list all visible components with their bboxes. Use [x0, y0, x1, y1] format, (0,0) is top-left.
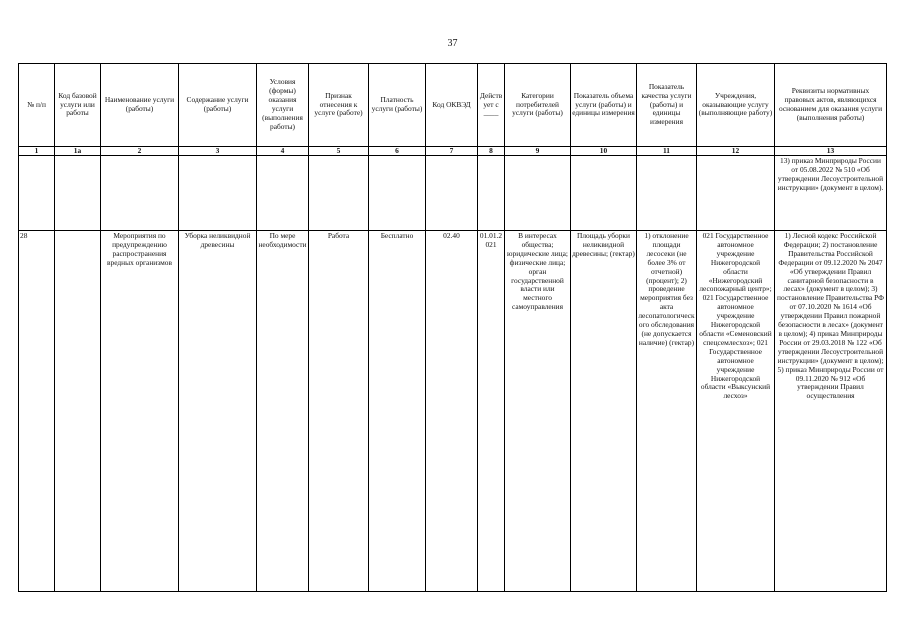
column-number: 1 [19, 147, 55, 156]
column-number: 10 [571, 147, 637, 156]
row-code-cell [55, 231, 101, 592]
header-code: Код базовой услуги или работы [55, 64, 101, 147]
row-paid-cell: Бесплатно [369, 231, 426, 592]
header-row [19, 64, 887, 147]
header-conditions: Условия (формы) оказания услуги (выполнения работы) [257, 64, 309, 147]
header-okved: Код ОКВЭД [426, 64, 478, 147]
column-number: 12 [697, 147, 775, 156]
header-paid: Платность услуги (работы) [369, 64, 426, 147]
column-number: 4 [257, 147, 309, 156]
header-valid-from: Действует с ____ [478, 64, 505, 147]
header-sign: Признак отнесения к услуге (работе) [309, 64, 369, 147]
header-acts: Реквизиты нормативных правовых актов, являющихся основанием для оказания услуги (выполнения работы) [775, 64, 887, 147]
header-institutions: Учреждения, оказывающие услугу (выполняющие работу) [697, 64, 775, 147]
column-number: 2 [101, 147, 179, 156]
row-content-cell: Уборка неликвидной древесины [179, 231, 257, 592]
header-name: Наименование услуги (работы) [101, 64, 179, 147]
continuation-acts-cell: 13) приказ Минприроды России от 05.08.2022 № 510 «Об утверждении Лесоустроительной инструкции» (документ в целом). [775, 156, 887, 231]
row-valid-from-cell: 01.01.2021 [478, 231, 505, 592]
row-acts-cell: 1) Лесной кодекс Российской Федерации; 2) постановление Правительства Российской Федерации от 09.12.2020 № 2047 «Об утверждении Правил санитарной безопасности в лесах» (документ в целом); 3) постановление Правительства РФ от 07.10.2020 № 1614 «Об утверждении Правил пожарной безопасности в лесах» (документ в целом); 4) приказ Минприроды России от 29.03.2018 № 122 «Об утверждении Лесоустроительной инструкции» (документ в целом); 5) приказ Минприроды России от 09.11.2020 № 912 «Об утверждении Правил осуществления [775, 231, 887, 592]
row-conditions-cell: По мере необходимости [257, 231, 309, 592]
column-number: 1а [55, 147, 101, 156]
row-institutions-cell: 021 Государственное автономное учреждение Нижегородской области «Нижегородский лесопожарный центр»; 021 Государственное автономное учреждение Нижегородской области «Семеновский спецсемлесхоз»; 021 Государственное автономное учреждение Нижегородской области «Выксунский лесхоз» [697, 231, 775, 592]
row-volume-cell: Площадь уборки неликвидной древесины; (гектар) [571, 231, 637, 592]
column-number: 9 [505, 147, 571, 156]
row-number-cell: 28 [19, 231, 55, 592]
row-name-cell: Мероприятия по предупреждению распространения вредных организмов [101, 231, 179, 592]
column-number: 3 [179, 147, 257, 156]
header-consumers: Категории потребителей услуги (работы) [505, 64, 571, 147]
page-number: 37 [447, 38, 458, 49]
header-quality: Показатель качества услуги (работы) и единицы измерения [637, 64, 697, 147]
header-content: Содержание услуги (работы) [179, 64, 257, 147]
column-number-row [19, 147, 887, 156]
column-number: 6 [369, 147, 426, 156]
row-consumers-cell: В интересах общества; юридические лица; физические лица; орган государственной власти или местного самоуправления [505, 231, 571, 592]
continuation-row [19, 156, 887, 231]
table-row [19, 231, 887, 592]
column-number: 11 [637, 147, 697, 156]
row-okved-cell: 02.40 [426, 231, 478, 592]
column-number: 5 [309, 147, 369, 156]
services-registry-table [18, 63, 887, 592]
row-quality-cell: 1) отклонение площади лесосеки (не более 3% от отчетной) (процент); 2) проведение мероприятия без акта лесопатологического обследования (не допускается наличие) (гектар) [637, 231, 697, 592]
column-number: 7 [426, 147, 478, 156]
header-num: № п/п [19, 64, 55, 147]
header-volume: Показатель объема услуги (работы) и единицы измерения [571, 64, 637, 147]
column-number: 13 [775, 147, 887, 156]
column-number: 8 [478, 147, 505, 156]
row-sign-cell: Работа [309, 231, 369, 592]
